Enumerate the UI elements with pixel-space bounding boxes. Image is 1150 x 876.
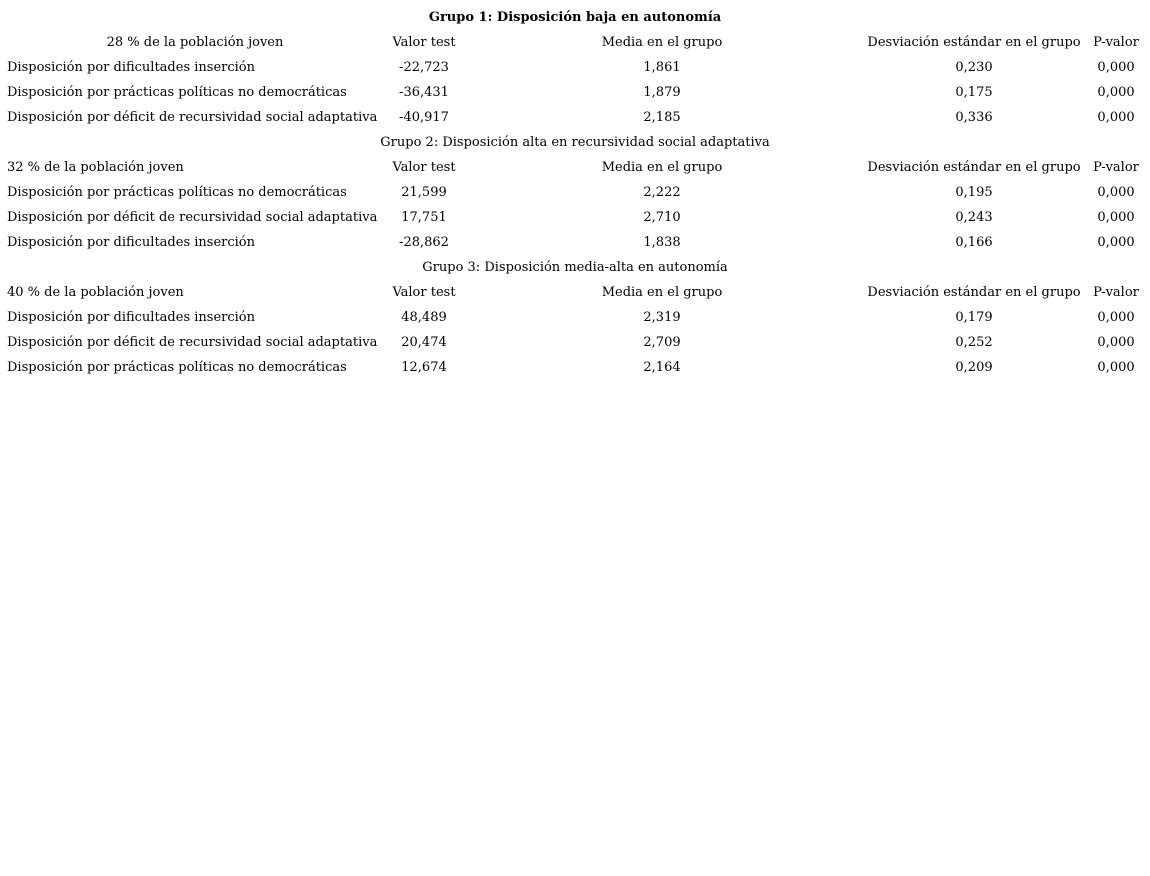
p-valor-cell: 0,000 (1097, 60, 1135, 75)
desviacion-cell: 0,179 (955, 310, 993, 325)
valor-test-cell: -28,862 (399, 235, 449, 250)
group-title: Grupo 1: Disposición baja en autonomía (428, 10, 722, 25)
p-valor-cell: 0,000 (1097, 110, 1135, 125)
valor-test-cell: -36,431 (399, 85, 449, 100)
p-valor-cell: 0,000 (1097, 210, 1135, 225)
group-3-header-row (4, 280, 1146, 305)
row-label: Disposición por dificultades inserción (7, 310, 255, 325)
row-label: Disposición por dificultades inserción (7, 235, 255, 250)
table-row (4, 305, 1146, 330)
table-row (4, 355, 1146, 380)
population-label: 32 % de la población joven (7, 160, 184, 175)
group-1-title-row (4, 5, 1146, 30)
p-valor-cell: 0,000 (1097, 310, 1135, 325)
desviacion-cell: 0,252 (955, 335, 993, 350)
table-row (4, 180, 1146, 205)
valor-test-cell: 12,674 (401, 360, 447, 375)
group-2-title-row (4, 130, 1146, 155)
row-label: Disposición por prácticas políticas no democráticas (7, 85, 347, 100)
media-cell: 2,709 (643, 335, 681, 350)
media-cell: 2,185 (643, 110, 681, 125)
media-header: Media en el grupo (601, 35, 723, 50)
row-label: Disposición por déficit de recursividad social adaptativa (7, 335, 378, 350)
media-cell: 2,222 (643, 185, 681, 200)
p-valor-cell: 0,000 (1097, 235, 1135, 250)
group-3-title-row (4, 255, 1146, 280)
p-valor-cell: 0,000 (1097, 360, 1135, 375)
population-label: 40 % de la población joven (7, 285, 184, 300)
p-valor-header: P-valor (1093, 285, 1139, 300)
valor-test-cell: 20,474 (401, 335, 447, 350)
valor-test-cell: 17,751 (401, 210, 447, 225)
table-row (4, 80, 1146, 105)
row-label: Disposición por déficit de recursividad social adaptativa (7, 110, 378, 125)
desviacion-cell: 0,195 (955, 185, 993, 200)
row-label: Disposición por prácticas políticas no democráticas (7, 185, 347, 200)
row-label: Disposición por prácticas políticas no democráticas (7, 360, 347, 375)
valor-test-cell: 21,599 (401, 185, 447, 200)
table-row (4, 330, 1146, 355)
valor-test-cell: -22,723 (399, 60, 449, 75)
desviacion-cell: 0,336 (955, 110, 993, 125)
desviacion-cell: 0,166 (955, 235, 993, 250)
media-header: Media en el grupo (601, 160, 723, 175)
desviacion-header: Desviación estándar en el grupo (867, 285, 1081, 300)
p-valor-cell: 0,000 (1097, 185, 1135, 200)
media-cell: 2,164 (643, 360, 681, 375)
media-cell: 1,861 (643, 60, 681, 75)
media-cell: 2,710 (643, 210, 681, 225)
group-title: Grupo 3: Disposición media-alta en autonomía (422, 260, 728, 275)
row-label: Disposición por dificultades inserción (7, 60, 255, 75)
group-title: Grupo 2: Disposición alta en recursividad social adaptativa (380, 135, 770, 150)
table-row (4, 105, 1146, 130)
table-row (4, 55, 1146, 80)
valor-test-header: Valor test (392, 35, 456, 50)
media-header: Media en el grupo (601, 285, 723, 300)
row-label: Disposición por déficit de recursividad social adaptativa (7, 210, 378, 225)
p-valor-cell: 0,000 (1097, 85, 1135, 100)
results-table (4, 5, 1146, 380)
valor-test-cell: 48,489 (401, 310, 447, 325)
media-cell: 1,879 (643, 85, 681, 100)
valor-test-header: Valor test (392, 160, 456, 175)
group-1-header-row (4, 30, 1146, 55)
group-2-header-row (4, 155, 1146, 180)
media-cell: 2,319 (643, 310, 681, 325)
media-cell: 1,838 (643, 235, 681, 250)
p-valor-cell: 0,000 (1097, 335, 1135, 350)
population-label: 28 % de la población joven (106, 35, 284, 50)
valor-test-cell: -40,917 (399, 110, 449, 125)
table-row (4, 230, 1146, 255)
valor-test-header: Valor test (392, 285, 456, 300)
desviacion-cell: 0,230 (955, 60, 993, 75)
desviacion-header: Desviación estándar en el grupo (867, 160, 1081, 175)
desviacion-cell: 0,209 (955, 360, 993, 375)
table-row (4, 205, 1146, 230)
desviacion-header: Desviación estándar en el grupo (867, 35, 1081, 50)
desviacion-cell: 0,243 (955, 210, 993, 225)
p-valor-header: P-valor (1093, 160, 1139, 175)
desviacion-cell: 0,175 (955, 85, 993, 100)
p-valor-header: P-valor (1093, 35, 1139, 50)
